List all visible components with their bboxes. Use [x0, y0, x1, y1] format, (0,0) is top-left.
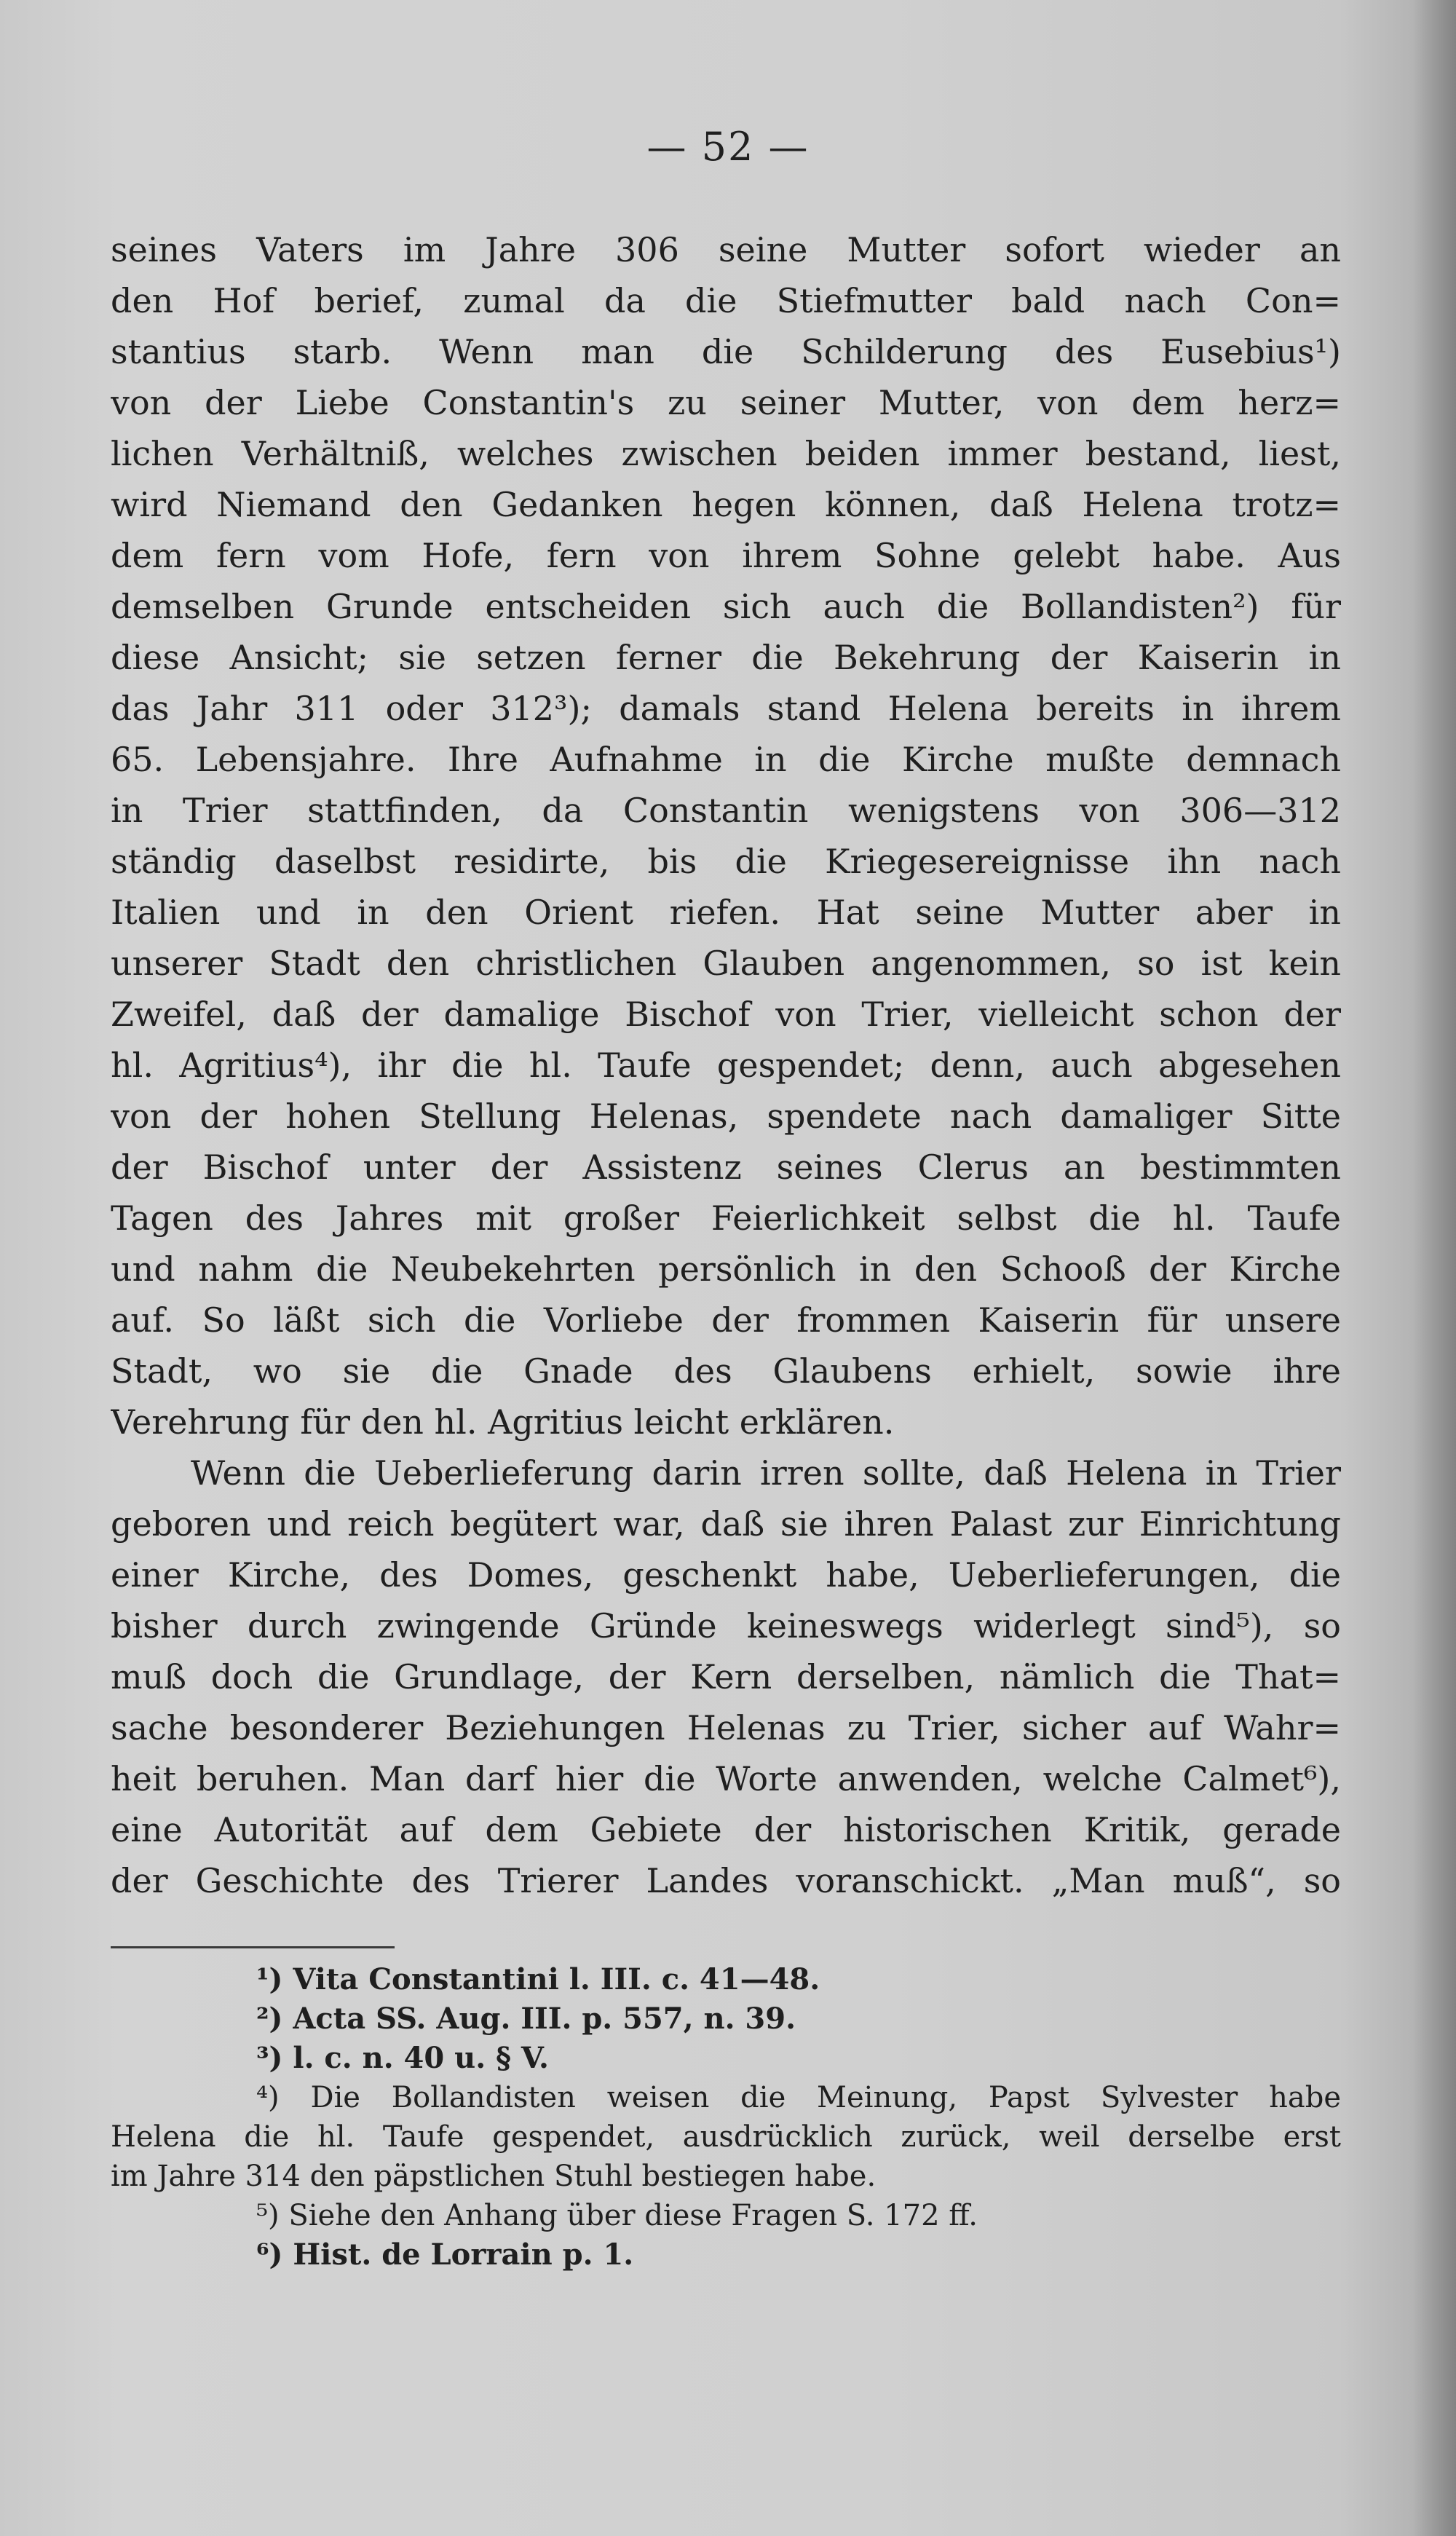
- text-line: einer Kirche, des Domes, geschenkt habe, Ueberlieferungen, die: [111, 1555, 1341, 1595]
- text-line: Stadt, wo sie die Gnade des Glaubens erhielt, sowie ihre: [111, 1351, 1341, 1391]
- footnote-line: ²) Acta SS. Aug. III. p. 557, n. 39.: [256, 2002, 796, 2036]
- text-line: von der hohen Stellung Helenas, spendete nach damaliger Sitte: [111, 1097, 1341, 1136]
- text-line: Zweifel, daß der damalige Bischof von Trier, vielleicht schon der: [111, 995, 1341, 1034]
- text-line: der Geschichte des Trierer Landes voranschickt. „Man muß“, so: [111, 1861, 1341, 1900]
- text-line: sache besonderer Beziehungen Helenas zu Trier, sicher auf Wahr=: [111, 1708, 1341, 1747]
- text-line: heit beruhen. Man darf hier die Worte anwenden, welche Calmet⁶),: [111, 1759, 1341, 1798]
- text-line: und nahm die Neubekehrten persönlich in den Schooß der Kirche: [111, 1249, 1341, 1289]
- text-line: seines Vaters im Jahre 306 seine Mutter sofort wieder an: [111, 230, 1341, 269]
- footnotes: [111, 1960, 1341, 2275]
- text-line: in Trier stattfinden, da Constantin wenigstens von 306—312: [111, 791, 1341, 830]
- text-line: wird Niemand den Gedanken hegen können, daß Helena trotz=: [111, 485, 1341, 524]
- text-line: Italien und in den Orient riefen. Hat seine Mutter aber in: [111, 893, 1341, 932]
- text-line: muß doch die Grundlage, der Kern derselben, nämlich die That=: [111, 1657, 1341, 1696]
- footnote-line: im Jahre 314 den päpstlichen Stuhl bestiegen habe.: [111, 2160, 877, 2193]
- text-line: bisher durch zwingende Gründe keineswegs widerlegt sind⁵), so: [111, 1606, 1341, 1646]
- footnote-line: ⁵) Siehe den Anhang über diese Fragen S. 172 ff.: [256, 2199, 978, 2232]
- page-edge-shadow: [1412, 0, 1456, 2536]
- text-line: unserer Stadt den christlichen Glauben angenommen, so ist kein: [111, 944, 1341, 983]
- text-line: lichen Verhältniß, welches zwischen beiden immer bestand, liest,: [111, 434, 1341, 473]
- text-line: eine Autorität auf dem Gebiete der historischen Kritik, gerade: [111, 1810, 1341, 1849]
- text-line: stantius starb. Wenn man die Schilderung des Eusebius¹): [111, 332, 1341, 371]
- text-line: von der Liebe Constantin's zu seiner Mutter, von dem herz=: [111, 383, 1341, 422]
- text-line: ständig daselbst residirte, bis die Kriegesereignisse ihn nach: [111, 842, 1341, 881]
- text-line: dem fern vom Hofe, fern von ihrem Sohne gelebt habe. Aus: [111, 536, 1341, 575]
- text-line: 65. Lebensjahre. Ihre Aufnahme in die Kirche mußte demnach: [111, 740, 1341, 779]
- text-line: Verehrung für den hl. Agritius leicht erklären.: [111, 1402, 895, 1442]
- text-line: hl. Agritius⁴), ihr die hl. Taufe gespendet; denn, auch abgesehen: [111, 1046, 1341, 1085]
- text-line: den Hof berief, zumal da die Stiefmutter bald nach Con=: [111, 281, 1341, 320]
- main-text: [111, 224, 1341, 1906]
- text-line: das Jahr 311 oder 312³); damals stand Helena bereits in ihrem: [111, 689, 1341, 728]
- footnote-separator: [111, 1946, 395, 1948]
- footnote-line: ³) l. c. n. 40 u. § V.: [256, 2041, 549, 2075]
- footnote-line: Helena die hl. Taufe gespendet, ausdrücklich zurück, weil derselbe erst: [111, 2120, 1341, 2154]
- text-line: diese Ansicht; sie setzen ferner die Bekehrung der Kaiserin in: [111, 638, 1341, 677]
- text-line: Tagen des Jahres mit großer Feierlichkeit selbst die hl. Taufe: [111, 1198, 1341, 1238]
- text-line: demselben Grunde entscheiden sich auch die Bollandisten²) für: [111, 587, 1341, 626]
- page-number: — 52 —: [646, 124, 810, 170]
- text-line: geboren und reich begütert war, daß sie ihren Palast zur Einrichtung: [111, 1504, 1341, 1544]
- text-line: auf. So läßt sich die Vorliebe der frommen Kaiserin für unsere: [111, 1300, 1341, 1340]
- text-line: Wenn die Ueberlieferung darin irren sollte, daß Helena in Trier: [191, 1453, 1341, 1493]
- text-line: der Bischof unter der Assistenz seines Clerus an bestimmten: [111, 1147, 1341, 1187]
- footnote-line: ⁶) Hist. de Lorrain p. 1.: [256, 2237, 634, 2272]
- footnote-line: ⁴) Die Bollandisten weisen die Meinung, Papst Sylvester habe: [256, 2081, 1341, 2114]
- footnote-line: ¹) Vita Constantini l. III. c. 41—48.: [256, 1962, 820, 1996]
